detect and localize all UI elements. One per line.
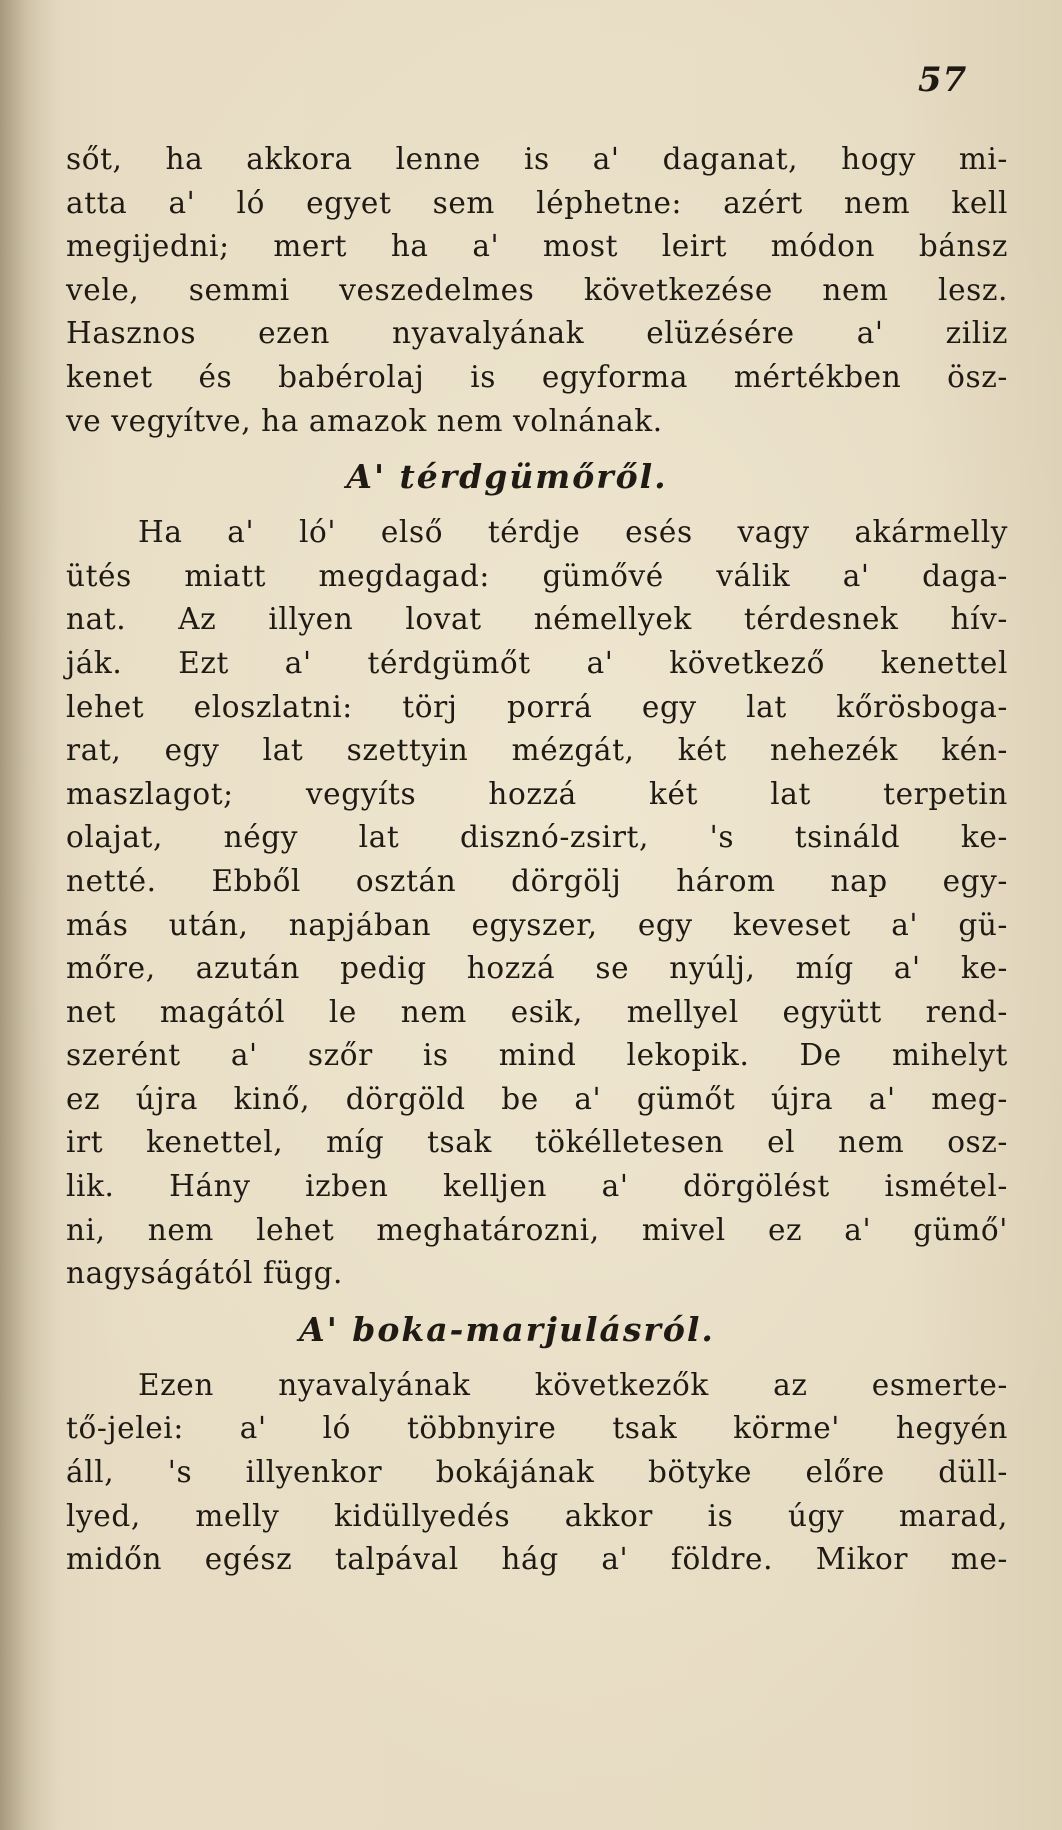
paragraph-continuation — [66, 138, 1008, 443]
binding-gutter-shadow — [0, 0, 60, 1830]
text-line: ütés miatt megdagad: gümővé válik a' daga- — [66, 558, 1008, 593]
text-line: kenet és babérolaj is egyforma mértékben ösz- — [66, 359, 1008, 394]
text-line: Ezen nyavalyának következők az esmerte- — [138, 1367, 1008, 1402]
text-line: netté. Ebből osztán dörgölj három nap egy- — [66, 863, 1008, 898]
section-heading-boka-marjulas: A' boka-marjulásról. — [299, 1309, 715, 1349]
text-line: nagyságától függ. — [66, 1256, 344, 1291]
text-block — [66, 138, 1008, 1582]
text-line: ez újra kinő, dörgöld be a' gümőt újra a' meg- — [66, 1081, 1008, 1116]
text-line: rat, egy lat szettyin mézgát, két nehezék kén- — [66, 733, 1008, 768]
text-line: más után, napjában egyszer, egy keveset a' gü- — [66, 907, 1008, 942]
text-line: szerént a' szőr is mind lekopik. De mihelyt — [66, 1038, 1008, 1073]
text-line: áll, 's illyenkor bokájának bötyke előre düll- — [66, 1455, 1008, 1490]
text-line: nat. Az illyen lovat némellyek térdesnek hív- — [66, 602, 1008, 637]
text-line: lyed, melly kidüllyedés akkor is úgy marad, — [66, 1498, 1008, 1533]
section-heading-terdgumo: A' térdgümőről. — [346, 457, 668, 497]
paragraph-boka-marjulas — [66, 1364, 1008, 1582]
text-line: Hasznos ezen nyavalyának elüzésére a' ziliz — [66, 316, 1008, 351]
text-line: lik. Hány izben kelljen a' dörgölést ismétel- — [66, 1169, 1008, 1204]
text-line: irt kenettel, míg tsak tökélletesen el nem osz- — [66, 1125, 1008, 1160]
text-line: maszlagot; vegyíts hozzá két lat terpetin — [66, 776, 1008, 811]
text-line: olajat, négy lat disznó-zsirt, 's tsináld ke- — [66, 820, 1008, 855]
text-line: ják. Ezt a' térdgümőt a' következő kenettel — [66, 645, 1008, 680]
text-line: ve vegyítve, ha amazok nem volnának. — [66, 403, 663, 438]
text-line: megijedni; mert ha a' most leirt módon bánsz — [66, 229, 1008, 264]
text-line: sőt, ha akkora lenne is a' daganat, hogy mi- — [66, 142, 1008, 176]
text-line: net magától le nem esik, mellyel együtt rend- — [66, 994, 1008, 1029]
text-line: vele, semmi veszedelmes következése nem lesz. — [66, 272, 1008, 307]
paragraph-terdgumo — [66, 511, 1008, 1296]
text-line: lehet eloszlatni: törj porrá egy lat kőrösboga- — [66, 689, 1008, 724]
text-line: mőre, azután pedig hozzá se nyúlj, míg a' ke- — [66, 951, 1008, 986]
text-line: tő-jelei: a' ló többnyire tsak körme' hegyén — [66, 1411, 1008, 1446]
text-line: atta a' ló egyet sem léphetne: azért nem kell — [66, 185, 1008, 220]
page-number: 57 — [918, 60, 968, 100]
text-line: ni, nem lehet meghatározni, mivel ez a' gümő' — [66, 1212, 1008, 1247]
text-line: Ha a' ló' első térdje esés vagy akármelly — [138, 515, 1008, 550]
text-line: midőn egész talpával hág a' földre. Mikor me- — [66, 1542, 1008, 1577]
